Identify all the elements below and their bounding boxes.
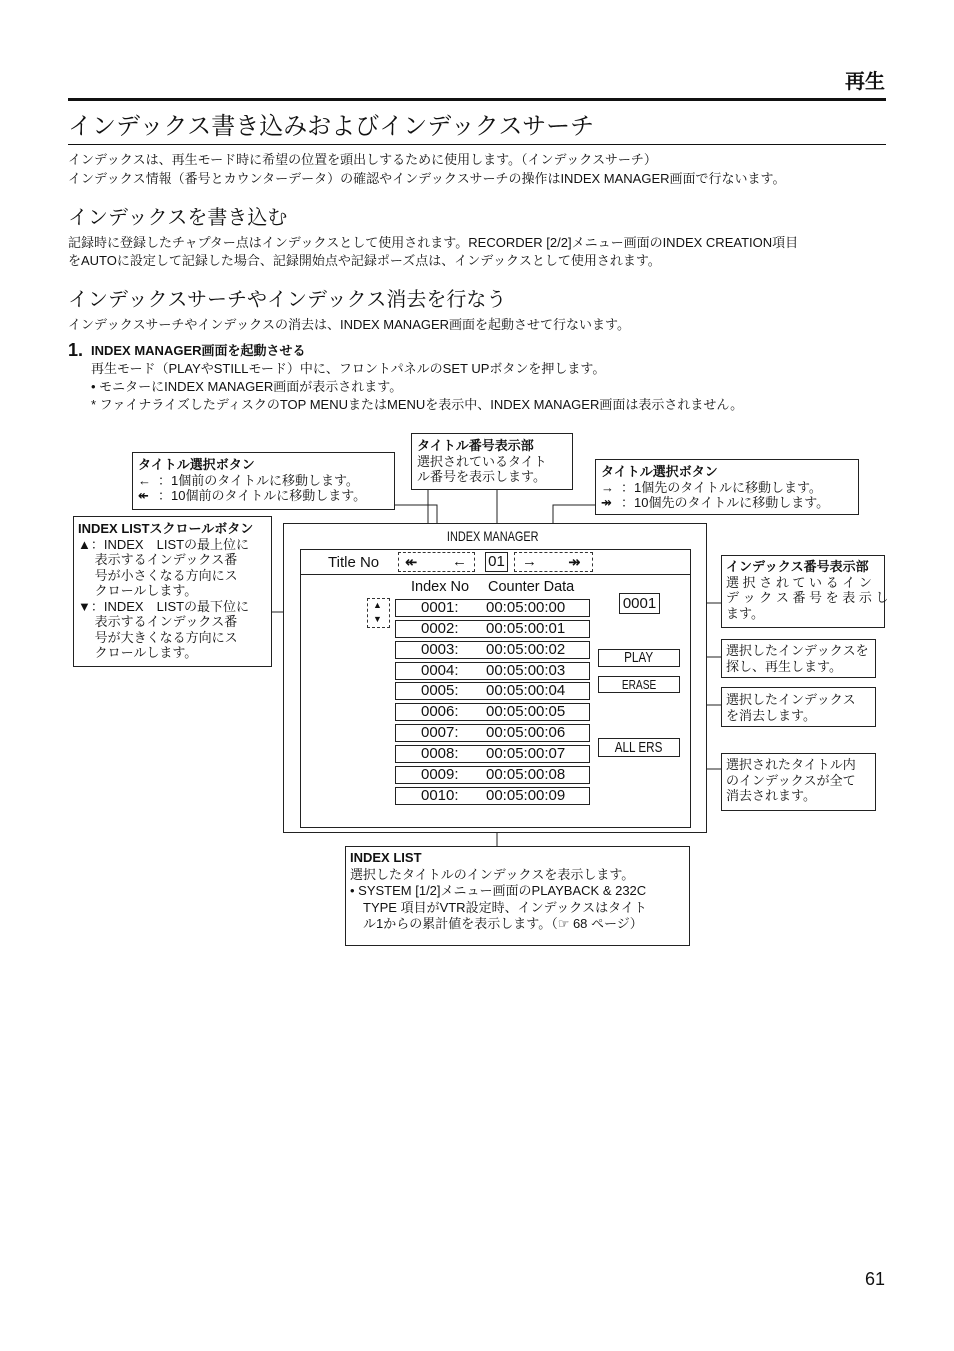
column-header-counter-data: Counter Data <box>488 579 575 595</box>
all-erase-button[interactable] <box>598 738 680 757</box>
double-right-arrow-icon: ↠ <box>601 495 612 510</box>
index-no: 0009: <box>421 765 459 783</box>
counter-data: 00:05:00:09 <box>486 786 566 804</box>
page-title: インデックス書き込みおよびインデックスサーチ <box>68 113 595 140</box>
callout-title: インデックス番号表示部 <box>726 559 869 574</box>
callout-line: 表示するインデックス番 <box>78 614 238 629</box>
step-line: • モニターにINDEX MANAGER画面が表示されます。 <box>91 379 403 394</box>
next-title-button[interactable]: → <box>522 553 537 570</box>
scroll-down-button[interactable]: ▼ <box>373 614 382 624</box>
index-number-display: 0001 <box>619 593 660 614</box>
callout-line: 選択したタイトルのインデックスを表示します。 <box>350 866 635 882</box>
callout-line: を消去します。 <box>726 707 816 723</box>
counter-data: 00:05:00:04 <box>486 682 566 700</box>
step-line: 再生モード（PLAYやSTILLモード）中に、フロントパネルのSET UPボタンを押します。 <box>91 361 606 376</box>
write-line: 記録時に登録したチャプター点はインデックスとして使用されます。RECORDER [2/2]メニュー画面のINDEX CREATION項目 <box>68 235 799 250</box>
index-no: 0008: <box>421 744 459 762</box>
callout-line: 選択したインデックスを <box>726 643 869 658</box>
prev-title-button[interactable]: ← <box>452 553 467 570</box>
callout-erase <box>721 687 876 727</box>
callout-line: デ ッ ク ス 番 号 を 表 示 し <box>726 590 889 605</box>
index-list-row[interactable] <box>395 620 590 638</box>
index-no: 0007: <box>421 724 459 742</box>
callout-line: ます。 <box>726 605 764 621</box>
title-row-divider <box>300 574 691 575</box>
index-list-row[interactable] <box>395 641 590 659</box>
callout-line: 探し、再生します。 <box>726 658 842 674</box>
counter-data: 00:05:00:05 <box>486 703 566 721</box>
callout-line: 選択されているタイト <box>417 453 547 469</box>
section-tag: 再生 <box>845 71 885 93</box>
callout-title: INDEX LIST <box>350 850 422 865</box>
callout-play <box>721 639 876 678</box>
index-no: 0005: <box>421 682 459 700</box>
counter-data: 00:05:00:00 <box>486 599 566 616</box>
index-list-row[interactable] <box>395 662 590 680</box>
left-arrow-icon: ← <box>138 472 151 488</box>
index-no: 0002: <box>421 619 459 637</box>
section-heading-search: インデックスサーチやインデックス消去を行なう <box>68 289 507 311</box>
index-no: 0010: <box>421 786 459 804</box>
all-erase-button-label: ALL ERS <box>615 739 663 756</box>
callout-title: タイトル番号表示部 <box>417 438 534 453</box>
index-list-row[interactable] <box>395 787 590 805</box>
index-no: 0003: <box>421 640 459 658</box>
callout-line: ：10個先のタイトルに移動します。 <box>621 495 830 510</box>
counter-data: 00:05:00:07 <box>486 744 566 762</box>
callout-title-prev <box>132 452 395 510</box>
step-line: * ファイナライズしたディスクのTOP MENUまたはMENUを表示中、INDEX MANAGER画面は表示されません。 <box>91 397 744 412</box>
callout-line: ：1個前のタイトルに移動します。 <box>158 472 359 488</box>
callout-line: • SYSTEM [1/2]メニュー画面のPLAYBACK & 232C <box>350 883 647 898</box>
callout-line: 選 択 さ れ て い る イ ン <box>726 574 872 590</box>
callout-all-erase <box>721 753 876 811</box>
intro-line: インデックス情報（番号とカウンターデータ）の確認やインデックスサーチの操作はINDEX MANAGER画面で行ないます。 <box>68 171 786 186</box>
index-list-row[interactable] <box>395 682 590 700</box>
erase-button-label: ERASE <box>621 677 657 692</box>
title-number-display: 01 <box>485 552 508 572</box>
callout-title-number <box>411 433 573 490</box>
index-list-row[interactable] <box>395 724 590 742</box>
callout-title-next <box>595 459 859 515</box>
search-line: インデックスサーチやインデックスの消去は、INDEX MANAGER画面を起動させて行ないます。 <box>68 317 630 332</box>
step-number: 1. <box>68 340 84 360</box>
callout-line: のインデックスが全て <box>726 772 856 788</box>
callout-title: タイトル選択ボタン <box>138 457 255 472</box>
callout-title: タイトル選択ボタン <box>601 464 718 479</box>
page-number: 61 <box>864 1269 885 1289</box>
callout-line: ▼：INDEX LISTの最下位に <box>78 598 250 614</box>
index-no: 0001: <box>421 599 459 616</box>
erase-button[interactable] <box>598 676 680 693</box>
callout-title: INDEX LISTスクロールボタン <box>78 521 254 536</box>
play-button[interactable] <box>598 649 680 667</box>
callout-line: ル1からの累計値を表示します。（☞ 68 ページ） <box>350 916 643 931</box>
index-no: 0006: <box>421 703 459 721</box>
callout-index-list <box>345 846 690 946</box>
title-no-label: Title No <box>328 554 380 571</box>
callout-line: ：1個先のタイトルに移動します。 <box>621 479 822 495</box>
section-heading-write: インデックスを書き込む <box>68 207 288 229</box>
callout-line: ル番号を表示します。 <box>417 469 546 484</box>
callout-line: 選択したインデックス <box>726 692 856 707</box>
callout-line: TYPE 項目がVTR設定時、インデックスはタイト <box>350 899 647 915</box>
callout-line: 消去されます。 <box>726 788 816 803</box>
screen-label: INDEX MANAGER <box>447 528 539 544</box>
column-header-index-no: Index No <box>411 579 470 595</box>
index-list-row[interactable] <box>395 745 590 763</box>
counter-data: 00:05:00:03 <box>486 661 566 679</box>
intro-line: インデックスは、再生モード時に希望の位置を頭出しするために使用します。（インデックスサーチ） <box>68 152 657 167</box>
counter-data: 00:05:00:06 <box>486 724 566 742</box>
index-list-row[interactable] <box>395 599 590 617</box>
step-title: INDEX MANAGER画面を起動させる <box>91 343 306 358</box>
index-list-row[interactable] <box>395 766 590 784</box>
prev-10-title-button[interactable]: ↞ <box>405 554 418 571</box>
counter-data: 00:05:00:02 <box>486 640 566 658</box>
index-no: 0004: <box>421 661 459 679</box>
callout-line: ▲：INDEX LISTの最上位に <box>78 536 250 552</box>
play-button-label: PLAY <box>624 649 654 666</box>
index-list-row[interactable] <box>395 703 590 721</box>
callout-line: 表示するインデックス番 <box>78 552 238 567</box>
callout-line: 号が大きくなる方向にス <box>78 629 238 645</box>
next-10-title-button[interactable]: ↠ <box>568 554 581 571</box>
callout-line: 選択されたタイトル内 <box>726 757 856 772</box>
write-line: をAUTOに設定して記録した場合、記録開始点や記録ポーズ点は、インデックスとして使用されます。 <box>68 253 661 268</box>
counter-data: 00:05:00:08 <box>486 765 566 783</box>
counter-data: 00:05:00:01 <box>486 619 566 637</box>
scroll-up-button[interactable]: ▲ <box>373 600 382 610</box>
callout-scroll-buttons <box>73 516 272 667</box>
double-left-arrow-icon: ↞ <box>138 488 149 503</box>
right-arrow-icon: → <box>601 479 614 495</box>
callout-line: 号が小さくなる方向にス <box>78 567 238 583</box>
callout-line: クロールします。 <box>78 645 198 660</box>
callout-index-number <box>721 555 889 628</box>
callout-line: クロールします。 <box>78 583 198 598</box>
index-list <box>395 599 591 809</box>
callout-line: ：10個前のタイトルに移動します。 <box>158 488 367 503</box>
